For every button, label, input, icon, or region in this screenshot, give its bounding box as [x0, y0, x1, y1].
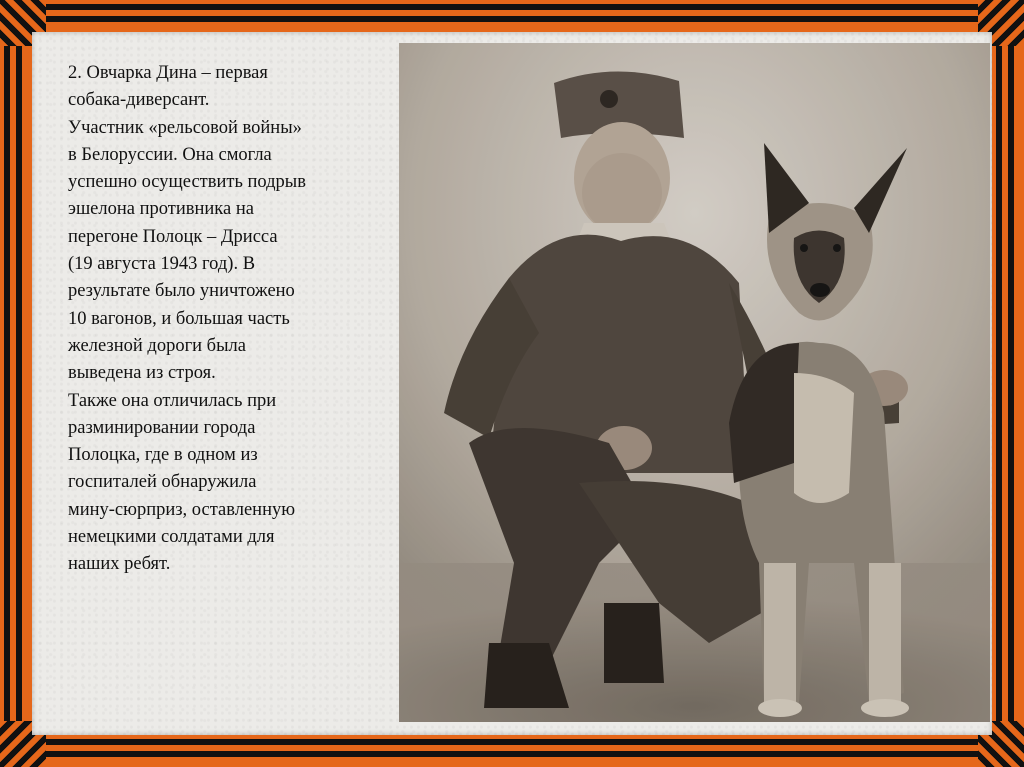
slide-text: [68, 60, 388, 579]
text-line: успешно осуществить подрыв: [68, 172, 306, 193]
ribbon-border-right: [992, 0, 1024, 767]
soldier-with-dog-photo: [399, 43, 990, 722]
text-line: Также она отличилась при: [68, 390, 277, 411]
text-line: собака-диверсант.: [68, 90, 210, 111]
text-line: немецкими солдатами для: [68, 527, 275, 548]
ribbon-border-left: [0, 0, 32, 767]
text-line: Полоцка, где в одном из: [68, 445, 258, 466]
text-line: госпиталей обнаружила: [68, 472, 257, 493]
text-line: разминировании города: [68, 417, 256, 438]
text-line: выведена из строя.: [68, 363, 216, 384]
ribbon-border-top: [0, 0, 1024, 32]
ribbon-border-bottom: [0, 735, 1024, 767]
text-line: результате было уничтожено: [68, 281, 295, 302]
paragraph-title: [68, 60, 388, 115]
text-line: 10 вагонов, и большая часть: [68, 308, 290, 329]
text-line: в Белоруссии. Она смогла: [68, 144, 272, 165]
paragraph-rail-war: [68, 115, 388, 388]
text-line: перегоне Полоцк – Дрисса: [68, 226, 278, 247]
text-line: эшелона противника на: [68, 199, 254, 220]
text-line: железной дороги была: [68, 335, 246, 356]
text-line: (19 августа 1943 год). В: [68, 254, 256, 275]
text-line: наших ребят.: [68, 554, 171, 575]
paragraph-demining: [68, 388, 388, 579]
photo-illustration: [399, 43, 990, 722]
text-line: 2. Овчарка Дина – первая: [68, 63, 268, 83]
text-line: Участник «рельсовой войны»: [68, 117, 302, 138]
text-line: мину-сюрприз, оставленную: [68, 499, 296, 520]
